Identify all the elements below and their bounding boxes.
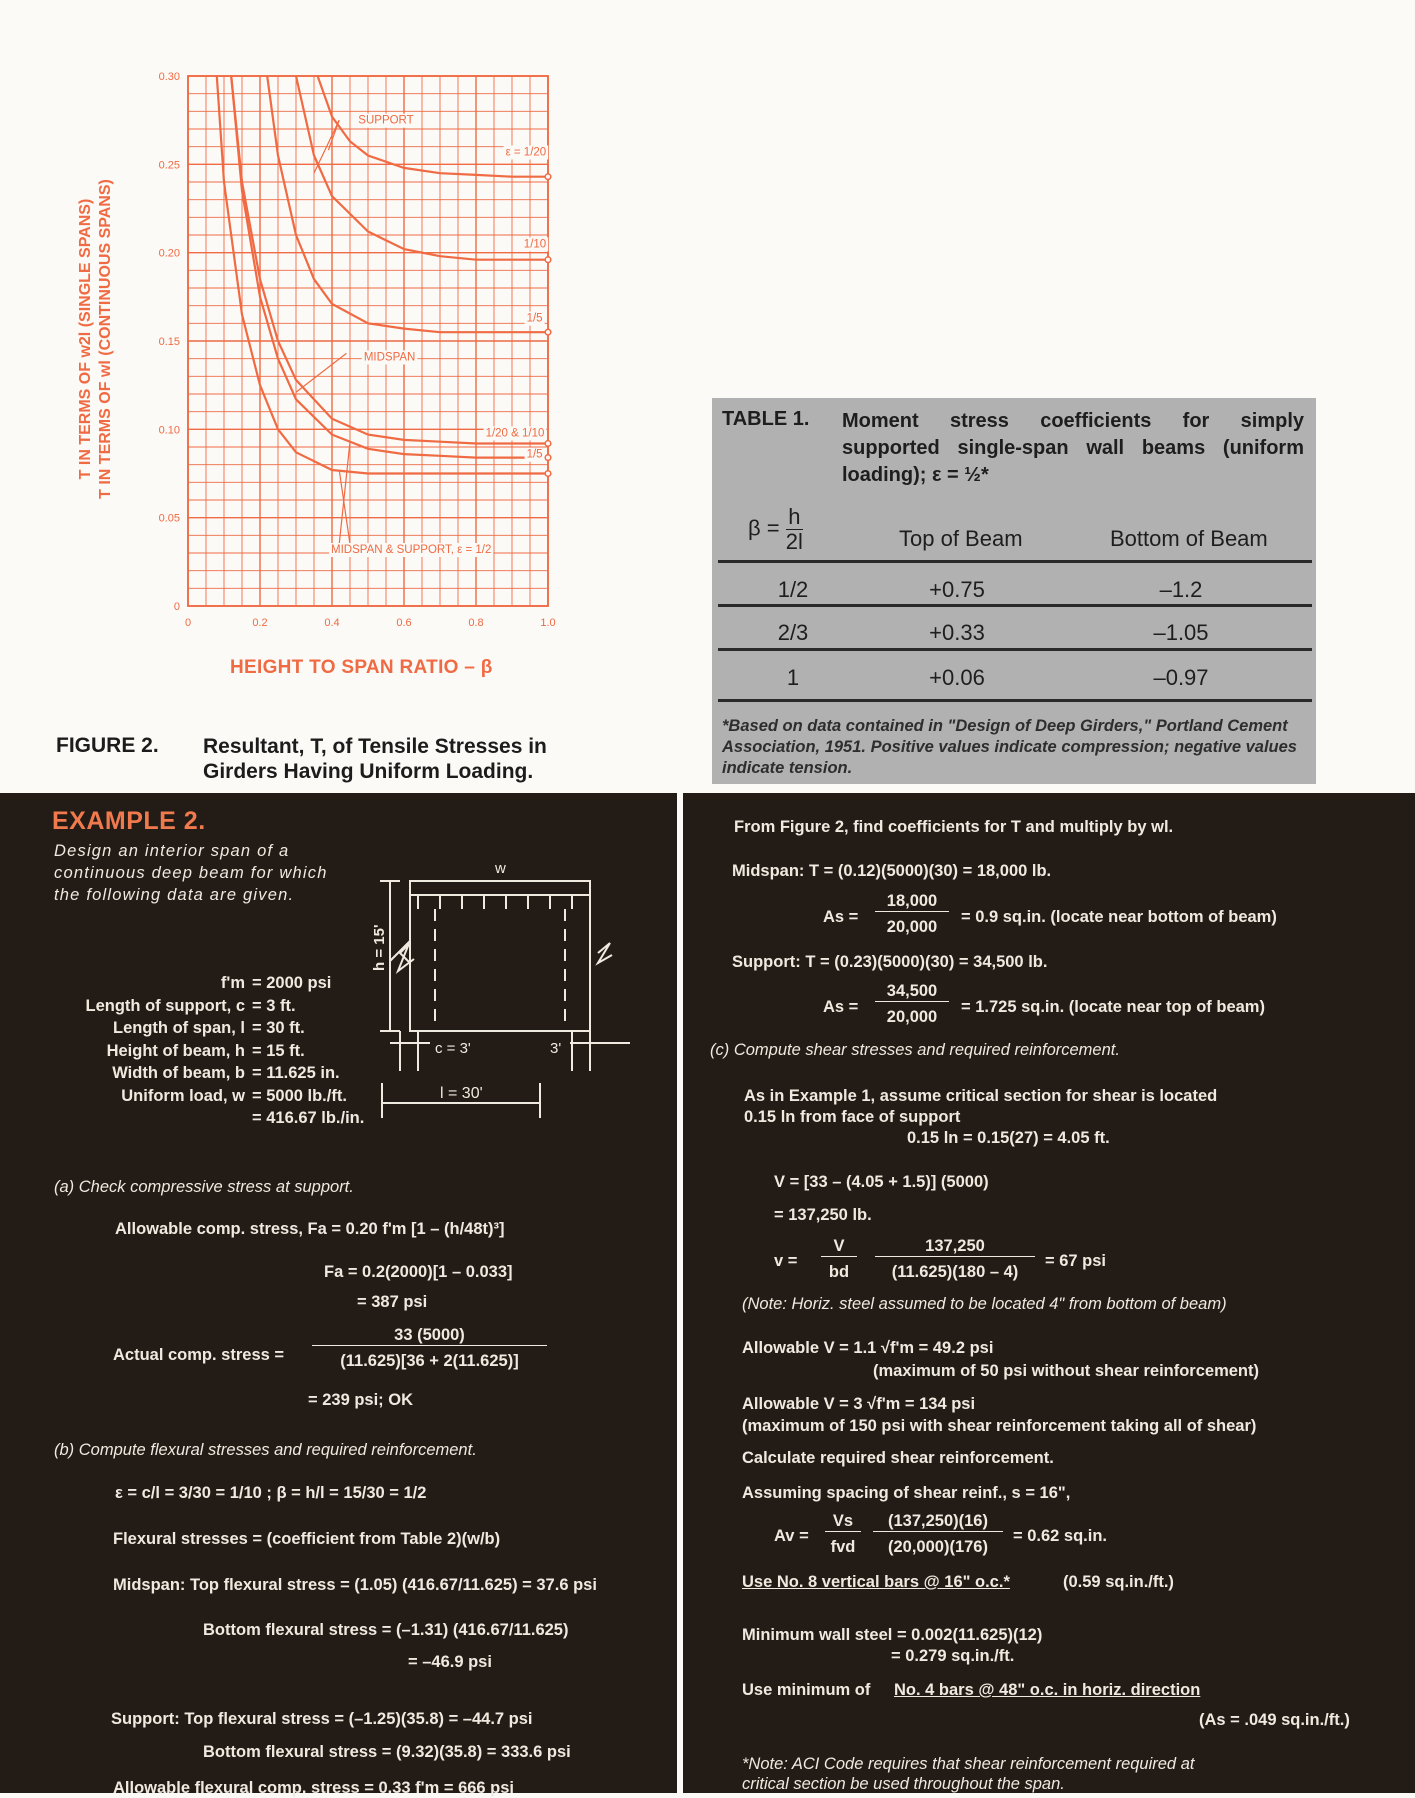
table-number: TABLE 1. [722,408,810,430]
calc-result: No. 4 bars @ 48" o.c. in horiz. direction [894,1681,1201,1699]
x-axis-title: HEIGHT TO SPAN RATIO – β [230,657,493,678]
fraction-numerator: 34,500 [875,982,949,1002]
calc-label: As = [823,998,859,1016]
x-tick-label: 0.4 [324,617,340,629]
calc-line: Use minimum of [742,1681,871,1699]
fraction-denominator: fvd [830,1538,856,1556]
calc-line: = 0.9 sq.in. (locate near bottom of beam) [961,908,1277,926]
y-axis-labels [66,100,114,620]
fraction-numerator: V [821,1237,857,1257]
table-cell: +0.33 [929,620,985,645]
calc-line: (maximum of 50 psi without shear reinforcement) [873,1362,1259,1380]
calc-line: = 137,250 lb. [774,1206,872,1224]
data-point [545,257,551,263]
diagram-load: w [495,860,506,877]
given-value: = 5000 lb./ft. [252,1086,347,1105]
x-tick-label: 0.6 [396,617,412,629]
calc-line: Midspan: Top flexural stress = (1.05) (416.67/11.625) = 37.6 psi [113,1576,597,1594]
table-rule [718,604,1312,607]
beta-fraction [786,505,803,554]
x-tick-label: 1.0 [540,617,556,629]
fraction-numerator: 18,000 [875,892,949,912]
fraction-denominator: 20,000 [886,918,938,936]
calc-line: As in Example 1, assume critical section for shear is located [744,1087,1218,1105]
table-cell: –1.05 [1153,620,1209,645]
calc-line: V = [33 – (4.05 + 1.5)] (5000) [774,1173,989,1191]
y-tick-label: 0 [173,601,180,613]
calc-line: Minimum wall steel = 0.002(11.625)(12) [742,1626,1043,1644]
y-tick-label: 0.30 [158,71,180,83]
table-rule [718,648,1312,651]
y-tick-label: 0.25 [158,159,180,172]
y-tick-label: 0.15 [158,336,180,348]
section-c-heading: (c) Compute shear stresses and required reinforcement. [710,1041,1120,1059]
series-line [217,76,548,474]
calc-line: Allowable comp. stress, Fa = 0.20 f'm [1 – (h/48t)³] [115,1220,505,1238]
data-point [545,441,551,447]
midspan-support-annotation: MIDSPAN & SUPPORT, ε = 1/2 [331,544,492,556]
x-tick-label: 0.8 [468,617,484,629]
given-label: Length of support, c [85,996,245,1015]
figure-caption-number: FIGURE 2. [56,734,159,757]
fraction-numerator: (137,250)(16) [873,1512,1003,1532]
diagram-support2: 3' [550,1040,562,1057]
table-rule [718,560,1312,563]
table-cell: 1 [786,665,800,690]
break-mark [598,943,612,963]
table-cell: 2/3 [777,620,809,645]
table-title: Moment stress coefficients for simply supported single-span wall beams (uniform loading); ε = ½* [842,410,1304,486]
calc-label: Av = [774,1527,809,1545]
calc-line: Allowable V = 3 √f'm = 134 psi [742,1395,976,1413]
fraction-denominator: (11.625)[36 + 2(11.625)] [340,1352,519,1370]
curve-label: 1/5 [526,312,543,325]
diagram-height: h = 15' [371,924,388,971]
calc-line: Allowable V = 1.1 √f'm = 49.2 psi [742,1339,994,1357]
chart-curves [217,76,551,476]
calc-line: 0.15 ln = 0.15(27) = 4.05 ft. [907,1129,1110,1147]
calc-line: From Figure 2, find coefficients for T and multiply by wl. [734,818,1174,836]
calc-line: = –46.9 psi [408,1653,492,1671]
load-arrows [418,895,572,909]
beam-diagram [360,853,660,1133]
given-label: f'm [220,974,245,992]
example-description: Design an interior span of a continuous deep beam for which the following data are given. [54,842,328,904]
table-cell: –0.97 [1153,665,1209,690]
table-cell: –1.2 [1159,577,1203,602]
given-value: = 2000 psi [252,974,332,992]
given-values [252,972,364,1130]
figure-caption-text: Resultant, T, of Tensile Stresses in Girders Having Uniform Loading. [203,735,547,783]
table-rule [718,699,1312,702]
calc-line: (0.59 sq.in./ft.) [1063,1573,1174,1591]
fraction-denominator: (20,000)(176) [888,1538,988,1556]
given-label: Width of beam, b [112,1064,245,1082]
leader-line [296,353,346,392]
supports [400,1031,590,1071]
fraction-numerator: 33 (5000) [312,1326,547,1346]
series-line [318,76,548,177]
fraction-numerator: Vs [825,1512,861,1532]
leader-line [339,442,350,544]
data-point [545,329,551,335]
calc-line: (As = .049 sq.in./ft.) [1199,1711,1350,1729]
calc-note: critical section be used throughout the span. [742,1775,1065,1793]
curve-label: 1/20 & 1/10 [485,427,545,440]
data-point [545,471,551,477]
calc-line: = 1.725 sq.in. (locate near top of beam) [961,998,1265,1016]
data-point [545,455,551,461]
table-cell: +0.75 [929,577,985,602]
y-tick-label: 0.20 [158,247,180,260]
calc-line: = 387 psi [357,1293,428,1311]
calc-line: Allowable flexural comp. stress = 0.33 f'm = 666 psi [113,1779,515,1797]
calc-line: Calculate required shear reinforcement. [742,1449,1054,1467]
curve-label: ε = 1/20 [505,146,547,159]
col-header-bottom: Bottom of Beam [1110,526,1268,551]
calc-line: 0.15 ln from face of support [744,1108,961,1126]
given-labels [30,972,245,1107]
section-a-heading: (a) Check compressive stress at support. [54,1178,354,1196]
given-value: = 416.67 lb./in. [252,1109,365,1127]
fraction-numerator: 137,250 [875,1237,1035,1257]
given-value: = 15 ft. [252,1041,305,1060]
calc-line: = 0.62 sq.in. [1013,1527,1108,1545]
fraction-denominator: bd [828,1263,850,1281]
calc-note: *Note: ACI Code requires that shear reinforcement required at [742,1755,1195,1773]
calc-label: Actual comp. stress = [113,1346,285,1364]
table-footnote: *Based on data contained in "Design of Deep Girders," Portland Cement Association, 1951. Positive values indicate compression; negative values indicate tension. [722,717,1297,777]
calc-result: Use No. 8 vertical bars @ 16" o.c.* [742,1573,1010,1591]
table-cell: +0.06 [929,665,985,690]
given-label: Length of span, l [113,1019,245,1037]
x-tick-label: 0.2 [252,617,268,629]
calc-line: = 0.279 sq.in./ft. [891,1647,1015,1665]
series-line [231,76,548,458]
y-tick-label: 0.10 [158,424,180,437]
beta-lhs: β = [748,515,780,541]
calc-line: (maximum of 150 psi with shear reinforcement taking all of shear) [742,1417,1257,1435]
calc-line: ε = c/l = 3/30 = 1/10 ; β = h/l = 15/30 = 1/2 [115,1484,427,1502]
curve-label: 1/5 [526,448,543,461]
given-label: Height of beam, h [106,1041,245,1060]
calc-line: Assuming spacing of shear reinf., s = 16", [742,1484,1071,1502]
y-tick-label: 0.05 [158,512,180,525]
calc-line: Bottom flexural stress = (–1.31) (416.67/11.625) [203,1621,569,1639]
calc-label: v = [774,1252,798,1270]
calc-line: = 67 psi [1045,1252,1106,1270]
curve-label: 1/10 [523,238,547,251]
beta-numerator: h [786,505,803,530]
fraction-denominator: 20,000 [886,1008,938,1026]
fraction-denominator: (11.625)(180 – 4) [891,1263,1019,1281]
beta-denominator: 2l [785,529,803,554]
section-b-heading: (b) Compute flexural stresses and required reinforcement. [54,1441,477,1459]
calc-line: Support: Top flexural stress = (–1.25)(35.8) = –44.7 psi [111,1710,533,1728]
given-value: = 11.625 in. [252,1064,340,1082]
calc-label: As = [823,908,859,926]
beam-outline [410,881,590,1031]
table-1 [712,398,1316,784]
example-left-panel [0,793,677,1797]
calc-line: Flexural stresses = (coefficient from Table 2)(w/b) [113,1530,501,1548]
table-cell: 1/2 [777,577,809,602]
y-axis-label-continuous: T IN TERMS OF wl (CONTINUOUS SPANS) [97,179,114,499]
support-annotation: SUPPORT [358,114,414,127]
calc-line: Support: T = (0.23)(5000)(30) = 34,500 lb. [732,953,1048,971]
beta-header [748,505,803,554]
midspan-annotation: MIDSPAN [363,351,416,364]
x-tick-label: 0 [184,617,192,629]
given-label: Uniform load, w [121,1086,245,1105]
diagram-span: l = 30' [440,1085,483,1102]
calc-line: = 239 psi; OK [308,1391,414,1409]
col-header-top: Top of Beam [899,526,1023,551]
diagram-support: c = 3' [435,1040,471,1057]
calc-line: Midspan: T = (0.12)(5000)(30) = 18,000 lb. [732,862,1052,880]
calc-line: Bottom flexural stress = (9.32)(35.8) = 333.6 psi [203,1743,571,1761]
calc-line: Fa = 0.2(2000)[1 – 0.033] [324,1263,513,1281]
data-point [545,174,551,180]
example-right-panel [683,793,1415,1793]
given-value: = 3 ft. [252,996,296,1015]
example-title: EXAMPLE 2. [52,807,206,835]
given-value: = 30 ft. [252,1019,305,1037]
y-axis-label-single: T IN TERMS OF w2l (SINGLE SPANS) [77,198,94,480]
calc-note: (Note: Horiz. steel assumed to be located 4" from bottom of beam) [742,1295,1227,1313]
